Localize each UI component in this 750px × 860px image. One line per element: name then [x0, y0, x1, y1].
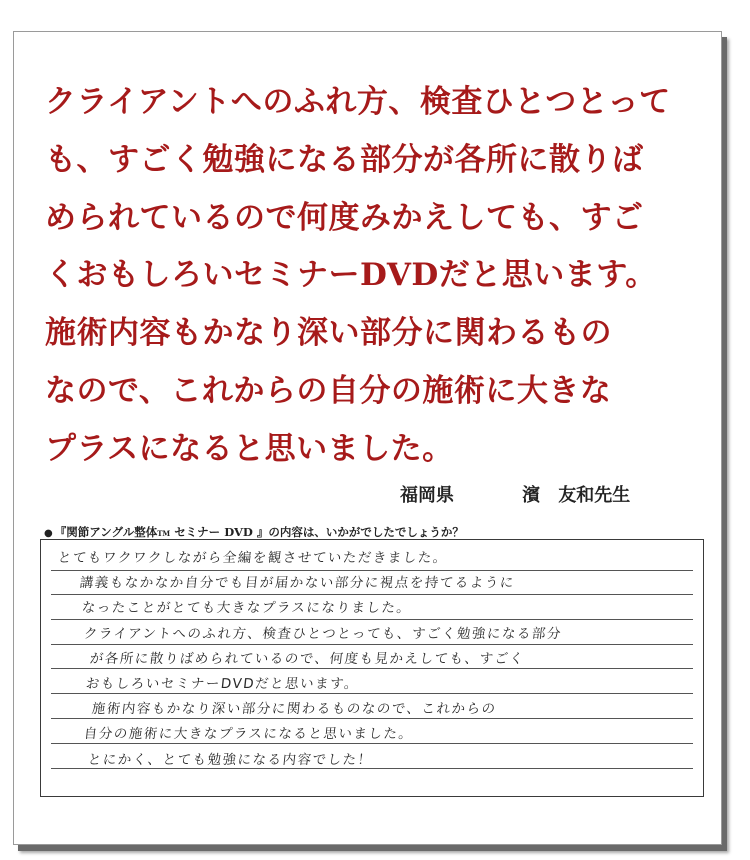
ruled-line [51, 668, 693, 669]
quote-line: められているので何度みかえしても、すご [45, 199, 644, 236]
quote-line: なので、これからの自分の施術に大きな [45, 372, 612, 409]
answer-line: おもしろいセミナーDVDだと思います。 [84, 676, 360, 692]
ruled-line [51, 594, 693, 595]
answer-line: とてもワクワクしながら全編を観させていただきました。 [56, 550, 449, 566]
ruled-line [51, 743, 693, 744]
question-text-end: セミナー DVD 』の内容は、いかがでしたでしょうか？ [174, 525, 464, 539]
answer-line: 施術内容もかなり深い部分に関わるものなので、これからの [90, 701, 498, 717]
ruled-line [51, 644, 693, 645]
answer-line: なったことがとても大きなプラスになりました。 [80, 600, 413, 616]
ruled-line [51, 693, 693, 694]
answer-line: とにかく、とても勉強になる内容でした！ [86, 752, 374, 768]
answer-line: 自分の施術に大きなプラスになると思いました。 [82, 726, 415, 742]
bullet-icon: ● [44, 528, 53, 539]
ruled-line [51, 619, 693, 620]
quote-line: クライアントへのふれ方、検査ひとつとって [45, 84, 671, 120]
answer-line: が各所に散りばめられているので、何度も見かえしても、すごく [88, 651, 526, 667]
quote-line: くおもしろいセミナーDVDだと思います。 [45, 257, 657, 294]
answer-line: 講義もなかなか自分でも目が届かない部分に視点を持てるように [78, 575, 516, 591]
testimonial-quote [45, 74, 695, 479]
author-name: 濱 友和先生 [522, 485, 631, 506]
quote-line: も、すごく勉強になる部分が各所に散りば [45, 141, 644, 178]
ruled-line [51, 768, 693, 769]
quote-line: プラスになると思いました。 [45, 430, 454, 467]
question-text-start: 『関節アングル整体 [54, 525, 158, 539]
quote-line: 施術内容もかなり深い部分に関わるもの [45, 315, 612, 352]
signature [400, 481, 630, 507]
ruled-line [51, 718, 693, 719]
prefecture-label: 福岡県 [400, 485, 454, 506]
questionnaire-question [44, 524, 464, 540]
answer-line: クライアントへのふれ方、検査ひとつとっても、すごく勉強になる部分 [82, 626, 563, 642]
trademark-mark: TM [157, 529, 171, 538]
